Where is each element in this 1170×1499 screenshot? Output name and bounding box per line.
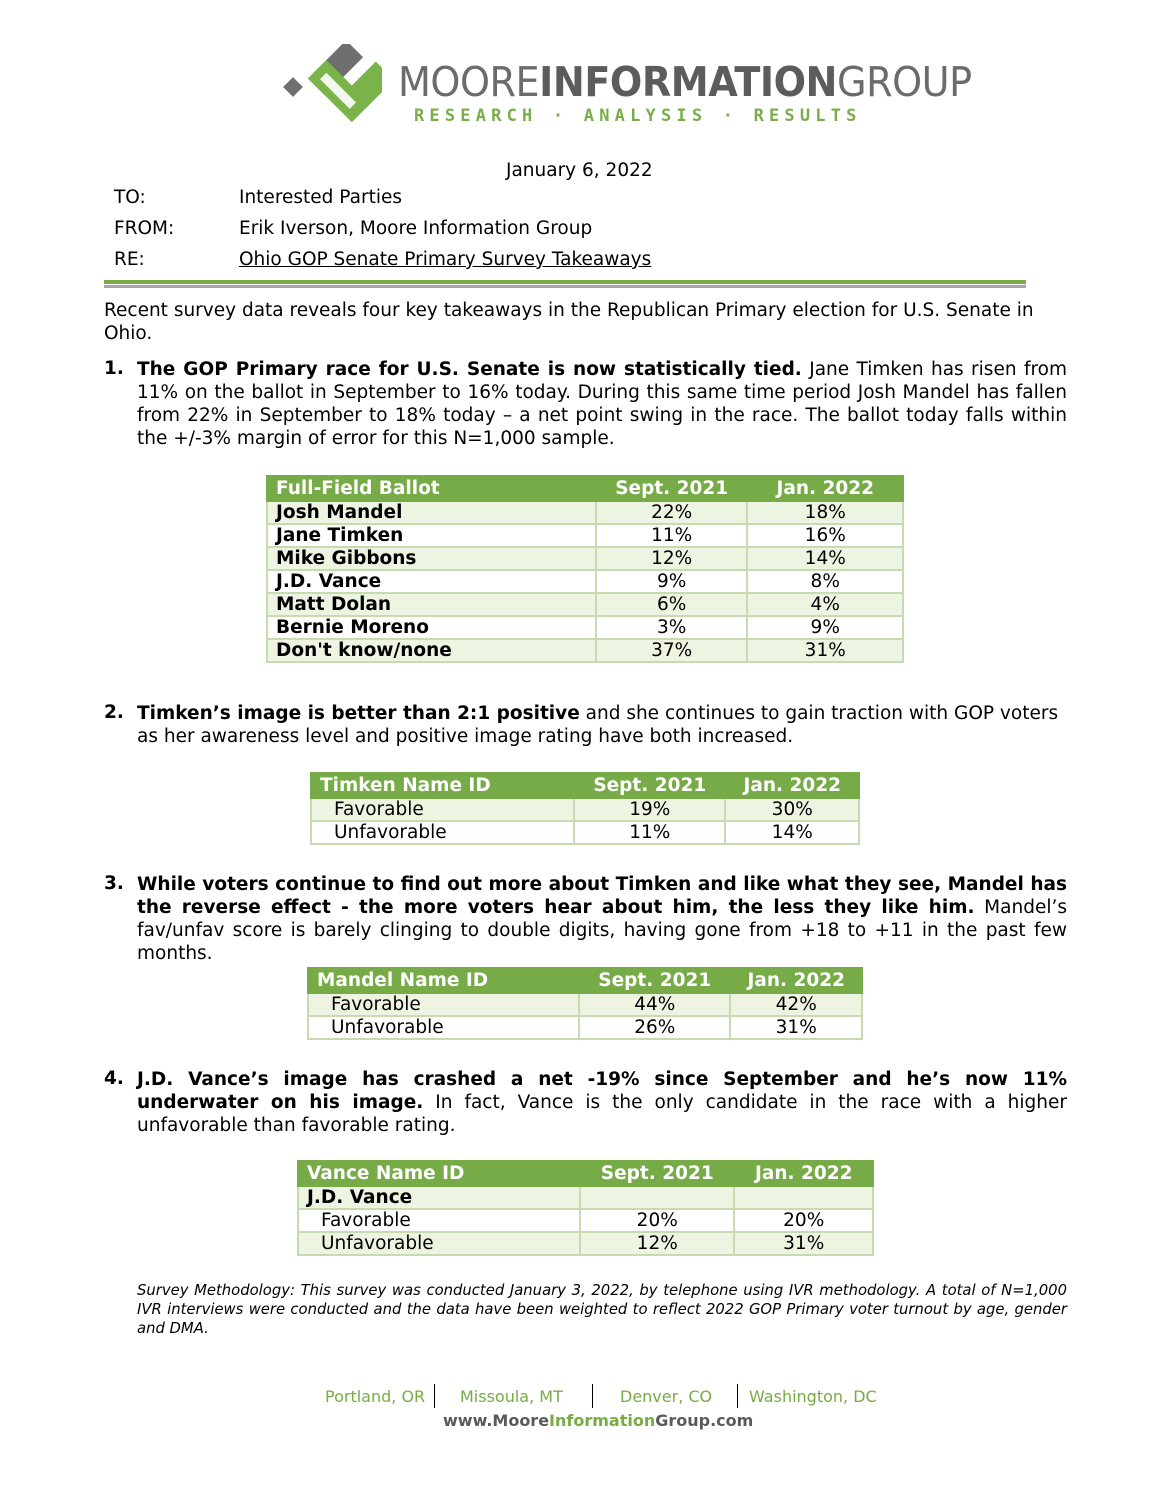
header-cell: Sept. 2021 [580,1161,734,1186]
memo-from-value: Erik Iverson, Moore Information Group [239,218,593,239]
point-4-headline: J.D. Vance’s image has crashed a net -19% since September and he’s now 11% underwater on his image. [137,1069,1067,1113]
row-label: Favorable [311,798,574,821]
jan-value: 42% [730,993,862,1016]
candidate-name: Don't know/none [267,639,596,662]
header-cell: Jan. 2022 [734,1161,873,1186]
point-4-paragraph [137,1068,1067,1137]
row-label: Unfavorable [298,1232,580,1255]
empty-cell [580,1186,734,1209]
survey-methodology: Survey Methodology: This survey was conducted January 3, 2022, by telephone using IVR methodology. A total of N=1,000 IVR interviews were conducted and the data have been weighted to reflect 2022 GOP Primary voter turnout by age, gender and DMA. [137,1282,1067,1337]
sept-value: 20% [580,1209,734,1232]
table-header-row [308,968,862,993]
sept-value: 11% [596,524,748,547]
timken-table [310,772,860,845]
table-row [308,1016,862,1039]
jan-value: 8% [747,570,903,593]
table-row [298,1209,873,1232]
sept-value: 11% [574,821,725,844]
candidate-name: Josh Mandel [267,501,596,524]
row-label: Favorable [308,993,579,1016]
table-row [267,570,903,593]
footer-separator [592,1384,593,1408]
jan-value: 4% [747,593,903,616]
empty-cell [734,1186,873,1209]
jan-value: 31% [747,639,903,662]
header-cell: Jan. 2022 [747,476,903,501]
jan-value: 16% [747,524,903,547]
point-1-number: 1. [104,358,124,379]
table-row [298,1186,873,1209]
header-cell: Jan. 2022 [725,773,859,798]
table-row [311,821,859,844]
point-4-number: 4. [104,1068,124,1089]
table-row [267,524,903,547]
table-row [311,798,859,821]
point-2-paragraph [137,702,1067,748]
point-3-text: Mandel’s fav/unfav score is barely clinging to double digits, having gone from +18 to +11 in the past few months. [137,897,1067,964]
jan-value: 30% [725,798,859,821]
company-name: MOOREINFORMATIONGROUP [398,58,972,106]
point-4-text: In fact, Vance is the only candidate in the race with a higher unfavorable than favorable rating. [137,1092,1067,1136]
header-cell: Timken Name ID [311,773,574,798]
sept-value: 22% [596,501,748,524]
candidate-name: Mike Gibbons [267,547,596,570]
ballot-table [266,475,904,663]
footer-separator [434,1384,435,1408]
jan-value: 9% [747,616,903,639]
table-row [267,547,903,570]
table-row [267,501,903,524]
sept-value: 9% [596,570,748,593]
memo-from-label: FROM: [114,218,175,239]
footer-separator [737,1384,738,1408]
point-3-number: 3. [104,873,124,894]
table-row [267,639,903,662]
point-2-number: 2. [104,702,124,723]
jan-value: 20% [734,1209,873,1232]
jan-value: 31% [734,1232,873,1255]
footer-office: Portland, OR [325,1387,426,1406]
candidate-name: Bernie Moreno [267,616,596,639]
candidate-name: J.D. Vance [267,570,596,593]
table-header-row [267,476,903,501]
jan-value: 31% [730,1016,862,1039]
sept-value: 19% [574,798,725,821]
header-divider [104,280,1026,284]
header-divider-shadow [104,285,1026,288]
table-row [267,593,903,616]
point-1-paragraph [137,358,1067,450]
header-cell: Sept. 2021 [579,968,730,993]
mandel-table [307,967,863,1040]
row-label: Unfavorable [311,821,574,844]
table-row [308,993,862,1016]
memo-to-label: TO: [114,187,146,208]
company-tagline: RESEARCH · ANALYSIS · RESULTS [414,106,862,126]
table-row [298,1232,873,1255]
footer-office: Missoula, MT [460,1387,563,1406]
header-cell: Sept. 2021 [596,476,748,501]
table-header-row [311,773,859,798]
sept-value: 12% [580,1232,734,1255]
table-row [267,616,903,639]
company-logo-icon [282,44,382,144]
jan-value: 14% [725,821,859,844]
sept-value: 3% [596,616,748,639]
memo-to-value: Interested Parties [239,187,402,208]
candidate-name: Jane Timken [267,524,596,547]
footer-website-link[interactable]: www.MooreInformationGroup.com [443,1411,754,1430]
header-cell: Sept. 2021 [574,773,725,798]
sept-value: 26% [579,1016,730,1039]
intro-paragraph: Recent survey data reveals four key takeaways in the Republican Primary election for U.S. Senate in Ohio. [104,300,1034,344]
row-label: Unfavorable [308,1016,579,1039]
header-cell: Mandel Name ID [308,968,579,993]
jan-value: 14% [747,547,903,570]
sept-value: 12% [596,547,748,570]
header-cell: Vance Name ID [298,1161,580,1186]
point-3-paragraph [137,873,1067,965]
header-cell: Jan. 2022 [730,968,862,993]
sept-value: 6% [596,593,748,616]
footer-office: Denver, CO [620,1387,713,1406]
table-header-row [298,1161,873,1186]
candidate-name: J.D. Vance [298,1186,580,1209]
sept-value: 37% [596,639,748,662]
footer-office: Washington, DC [749,1387,877,1406]
point-1-headline: The GOP Primary race for U.S. Senate is now statistically tied. [137,359,802,380]
header-cell: Full-Field Ballot [267,476,596,501]
memo-date: January 6, 2022 [506,160,653,181]
memo-subject: Ohio GOP Senate Primary Survey Takeaways [239,249,652,270]
point-1-text: Jane Timken has risen from 11% on the ballot in September to 16% today. During this same time period Josh Mandel has fallen from 22% in September to 18% today – a net point swing in the race. The ballot today falls within the +/-3% margin of error for this N=1,000 sample. [137,359,1067,449]
point-2-headline: Timken’s image is better than 2:1 positive [137,703,580,724]
jan-value: 18% [747,501,903,524]
point-3-headline: While voters continue to find out more about Timken and like what they see, Mandel has the reverse effect - the more voters hear about him, the less they like him. [137,874,1067,918]
sept-value: 44% [579,993,730,1016]
vance-table [297,1160,874,1256]
row-label: Favorable [298,1209,580,1232]
candidate-name: Matt Dolan [267,593,596,616]
point-2-text: and she continues to gain traction with GOP voters as her awareness level and positive image rating have both increased. [137,703,1059,747]
memo-re-label: RE: [114,249,145,270]
